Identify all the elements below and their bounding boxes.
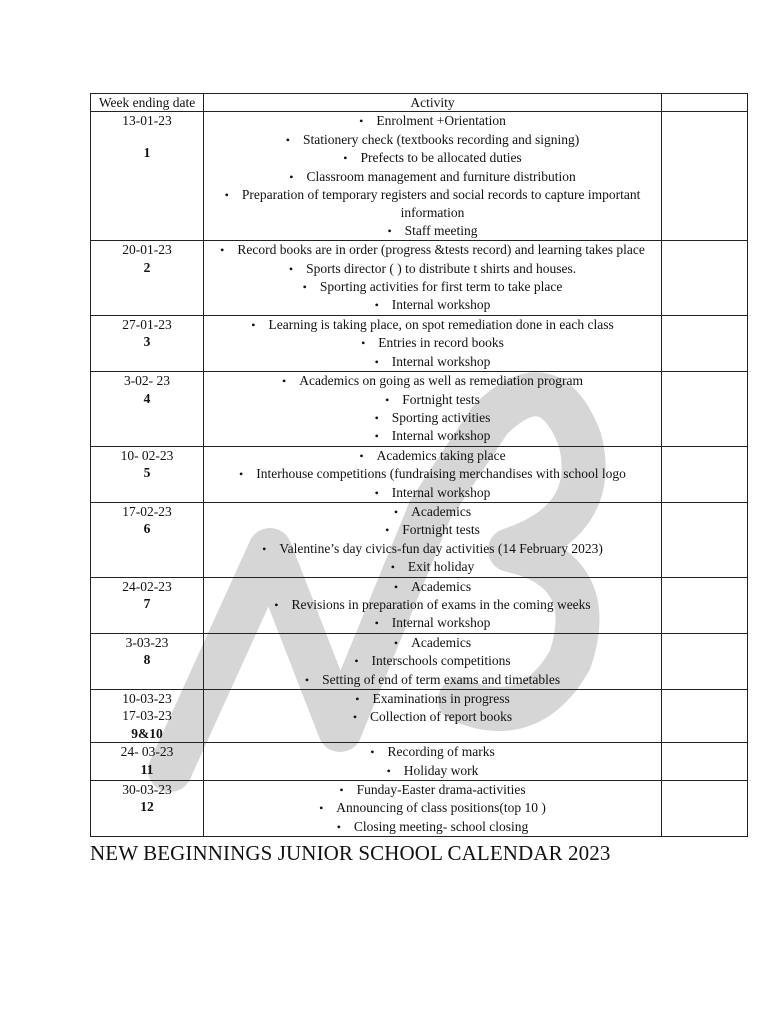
activity-item [208, 671, 657, 689]
week-number: 1 [143, 144, 151, 160]
activity-cell [204, 315, 662, 371]
week-number: 2 [143, 259, 151, 275]
table-row [91, 781, 748, 837]
activity-item [208, 818, 657, 836]
blank-cell [662, 781, 748, 837]
week-ending-dates [95, 503, 199, 520]
activity-cell [204, 781, 662, 837]
activity-item [208, 372, 657, 390]
blank-cell [662, 577, 748, 633]
activity-text: Collection of report books [370, 709, 513, 725]
activity-item [208, 690, 657, 708]
blank-header [662, 94, 748, 112]
week-ending-date: 10-03-23 [122, 691, 172, 706]
week-number: 9&10 [131, 725, 163, 741]
activity-text: Funday-Easter drama-activities [356, 782, 526, 798]
activity-text: Entries in record books [378, 335, 504, 351]
activity-item [208, 781, 657, 799]
activity-text: Academics [411, 634, 472, 650]
activity-text: Stationery check (textbooks recording and signing) [302, 131, 580, 147]
page-title: NEW BEGINNINGS JUNIOR SCHOOL CALENDAR 2023 [90, 841, 611, 866]
blank-cell [662, 372, 748, 447]
table-row [91, 502, 748, 577]
activity-text: Closing meeting- school closing [353, 818, 529, 834]
activity-text: Preparation of temporary registers and social records to capture important information [241, 187, 641, 221]
activity-item [208, 762, 657, 780]
week-ending-dates [95, 112, 199, 129]
activity-cell [204, 372, 662, 447]
activity-cell [204, 633, 662, 689]
activity-item [208, 558, 657, 576]
activity-item [208, 278, 657, 296]
week-cell [91, 315, 204, 371]
activity-list [208, 112, 657, 240]
activity-item [208, 149, 657, 167]
activity-text: Sporting activities for first term to take place [319, 279, 563, 295]
activity-item [208, 131, 657, 149]
blank-cell [662, 446, 748, 502]
activity-item [208, 222, 657, 240]
table-row [91, 241, 748, 316]
activity-text: Revisions in preparation of exams in the coming weeks [291, 596, 591, 612]
activity-text: Interhouse competitions (fundraising merchandises with school logo [256, 466, 626, 482]
activity-text: Classroom management and furniture distribution [306, 168, 576, 184]
activity-item [208, 708, 657, 726]
blank-cell [662, 633, 748, 689]
blank-cell [662, 241, 748, 316]
week-ending-date: 30-03-23 [122, 782, 172, 798]
week-ending-date: 17-02-23 [122, 503, 172, 519]
week-ending-dates [95, 372, 199, 389]
week-ending-date: 13-01-23 [122, 113, 172, 129]
week-number: 6 [143, 521, 151, 537]
activity-item [208, 540, 657, 558]
week-ending-dates [95, 316, 199, 333]
activity-text: Staff meeting [404, 222, 478, 238]
activity-item [208, 296, 657, 314]
week-ending-date: 17-03-23 [122, 708, 172, 724]
week-ending-dates [95, 690, 199, 725]
activity-item [208, 652, 657, 670]
week-ending-date: 3-03-23 [125, 634, 169, 650]
table-row [91, 743, 748, 781]
activity-text: Sporting activities [391, 409, 491, 425]
activity-item [208, 112, 657, 130]
activity-item [208, 447, 657, 465]
activity-cell [204, 743, 662, 781]
week-cell [91, 743, 204, 781]
activity-item [208, 316, 657, 334]
week-cell [91, 241, 204, 316]
week-ending-dates [95, 578, 199, 595]
activity-item [208, 186, 657, 222]
table-row [91, 315, 748, 371]
week-ending-date: 3-02- 23 [123, 373, 171, 389]
week-number: 11 [140, 761, 154, 777]
week-ending-dates [95, 634, 199, 651]
activity-item [208, 614, 657, 632]
activity-item [208, 409, 657, 427]
activity-header: Activity [204, 94, 662, 112]
activity-cell [204, 446, 662, 502]
activity-list [208, 447, 657, 502]
activity-list [208, 634, 657, 689]
activity-item [208, 334, 657, 352]
week-cell [91, 690, 204, 743]
week-number: 12 [140, 799, 154, 815]
activity-text: Academics [411, 503, 472, 519]
week-number: 8 [143, 652, 151, 668]
week-number: 5 [143, 465, 151, 481]
activity-text: Prefects to be allocated duties [360, 150, 522, 166]
activity-item [208, 391, 657, 409]
activity-item [208, 596, 657, 614]
activity-item [208, 484, 657, 502]
activity-text: Recording of marks [387, 744, 495, 760]
activity-cell [204, 112, 662, 241]
activity-list [208, 781, 657, 836]
activity-text: Learning is taking place, on spot remediation done in each class [268, 316, 614, 332]
blank-cell [662, 502, 748, 577]
activity-text: Internal workshop [391, 353, 491, 369]
week-cell [91, 446, 204, 502]
activity-list [208, 241, 657, 315]
activity-item [208, 427, 657, 445]
week-cell [91, 781, 204, 837]
week-number: 4 [143, 390, 151, 406]
blank-cell [662, 315, 748, 371]
week-number: 3 [143, 334, 151, 350]
activity-item [208, 168, 657, 186]
week-cell [91, 372, 204, 447]
week-ending-dates [95, 781, 199, 798]
activity-item [208, 241, 657, 259]
table-row [91, 446, 748, 502]
activity-text: Holiday work [403, 762, 479, 778]
table-row [91, 577, 748, 633]
week-ending-dates [95, 743, 199, 760]
activity-text: Internal workshop [391, 297, 491, 313]
activity-text: Record books are in order (progress &tests record) and learning takes place [237, 242, 645, 258]
week-ending-date: 27-01-23 [122, 316, 172, 332]
activity-text: Academics [411, 578, 472, 594]
activity-text: Fortnight tests [402, 391, 480, 407]
activity-text: Sports director ( ) to distribute t shirts and houses. [306, 260, 577, 276]
activity-item [208, 578, 657, 596]
table-row [91, 372, 748, 447]
activity-text: Internal workshop [391, 484, 491, 500]
week-ending-date: 10- 02-23 [120, 447, 174, 463]
activity-text: Internal workshop [391, 428, 491, 444]
calendar-body [91, 112, 748, 837]
week-ending-date: 24-02-23 [122, 578, 172, 594]
table-row [91, 690, 748, 743]
activity-text: Exit holiday [407, 559, 475, 575]
activity-item [208, 521, 657, 539]
week-number: 7 [143, 595, 151, 611]
calendar-table [90, 93, 748, 837]
activity-cell [204, 690, 662, 743]
activity-text: Interschools competitions [371, 653, 511, 669]
activity-text: Academics on going as well as remediation program [299, 373, 583, 389]
activity-text: Valentine’s day civics-fun day activities (14 February 2023) [279, 540, 603, 556]
activity-text: Fortnight tests [402, 522, 480, 538]
week-cell [91, 633, 204, 689]
activity-cell [204, 241, 662, 316]
week-ending-date: 24- 03-23 [120, 744, 174, 760]
activity-item [208, 799, 657, 817]
activity-item [208, 634, 657, 652]
activity-text: Announcing of class positions(top 10 ) [336, 800, 546, 816]
week-ending-dates [95, 447, 199, 464]
table-row [91, 112, 748, 241]
activity-cell [204, 577, 662, 633]
blank-cell [662, 743, 748, 781]
week-cell [91, 577, 204, 633]
activity-item [208, 260, 657, 278]
week-spacer [95, 130, 199, 144]
activity-list [208, 316, 657, 371]
blank-cell [662, 112, 748, 241]
activity-text: Enrolment +Orientation [376, 113, 506, 129]
activity-text: Examinations in progress [372, 691, 510, 706]
week-ending-dates [95, 241, 199, 258]
activity-list [208, 578, 657, 633]
activity-text: Academics taking place [376, 447, 506, 463]
week-cell [91, 112, 204, 241]
table-row [91, 633, 748, 689]
activity-item [208, 743, 657, 761]
activity-list [208, 372, 657, 446]
week-ending-date: 20-01-23 [122, 242, 172, 258]
activity-item [208, 503, 657, 521]
activity-text: Internal workshop [391, 615, 491, 631]
week-ending-header: Week ending date [91, 94, 204, 112]
table-header-row [91, 94, 748, 112]
activity-item [208, 465, 657, 483]
activity-list [208, 743, 657, 780]
blank-cell [662, 690, 748, 743]
week-cell [91, 502, 204, 577]
activity-list [208, 503, 657, 577]
calendar-page [90, 93, 747, 866]
activity-cell [204, 502, 662, 577]
activity-item [208, 353, 657, 371]
activity-list [208, 690, 657, 727]
activity-text: Setting of end of term exams and timetables [322, 671, 561, 687]
